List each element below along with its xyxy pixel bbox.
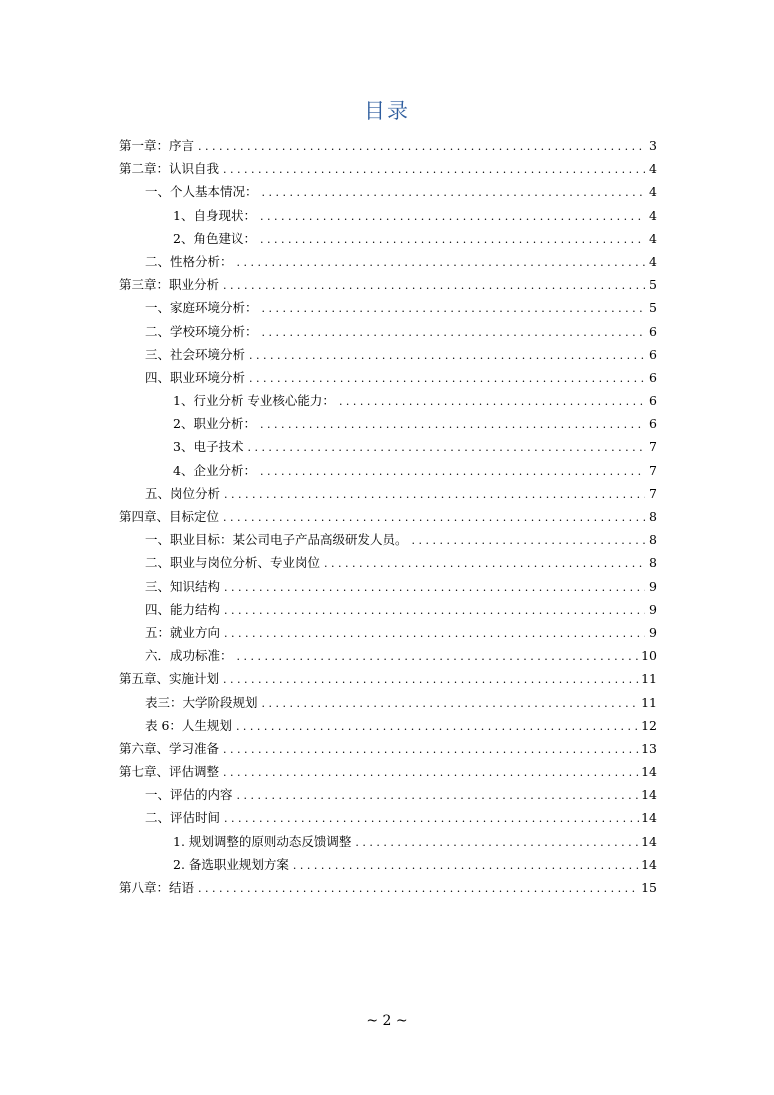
toc-entry-label: 表三：大学阶段规划 xyxy=(145,694,258,710)
toc-leader-dots xyxy=(293,854,639,877)
toc-entry-label: 二、性格分析： xyxy=(145,253,233,269)
toc-entry[interactable] xyxy=(119,575,657,598)
toc-entry-page: 6 xyxy=(649,369,657,385)
toc-entry[interactable] xyxy=(119,296,657,319)
toc-entry-page: 14 xyxy=(641,856,657,872)
toc-entry[interactable] xyxy=(119,366,657,389)
toc-leader-dots xyxy=(262,181,645,204)
toc-leader-dots xyxy=(223,668,639,691)
toc-entry-page: 12 xyxy=(641,717,657,733)
toc-entry-label: 4、企业分析： xyxy=(173,462,256,478)
toc-entry-page: 6 xyxy=(649,346,657,362)
toc-entry[interactable] xyxy=(119,320,657,343)
toc-leader-dots xyxy=(339,390,645,413)
toc-leader-dots xyxy=(249,367,645,390)
toc-entry-page: 14 xyxy=(641,810,657,826)
toc-entry-page: 10 xyxy=(641,648,657,664)
toc-leader-dots xyxy=(237,645,640,668)
toc-entry-page: 7 xyxy=(649,462,657,478)
toc-entry-label: 第三章：职业分析 xyxy=(119,277,220,293)
toc-entry-label: 第一章：序言 xyxy=(119,138,195,153)
toc-entry-label: 2、角色建议： xyxy=(173,230,256,246)
toc-leader-dots xyxy=(224,622,645,645)
toc-entry-page: 9 xyxy=(649,578,657,594)
toc-leader-dots xyxy=(223,761,639,784)
toc-entry-label: 四、能力结构 xyxy=(145,601,221,617)
toc-entry-page: 5 xyxy=(649,277,657,293)
toc-entry-page: 4 xyxy=(649,161,657,177)
toc-leader-dots xyxy=(260,205,645,228)
toc-list xyxy=(119,134,657,899)
toc-entry-label: 2. 备选职业规划方案 xyxy=(173,856,289,872)
toc-entry-page: 6 xyxy=(649,323,657,339)
toc-entry-label: 六．成功标准： xyxy=(145,648,233,664)
toc-entry[interactable] xyxy=(119,830,657,853)
toc-entry-label: 第八章：结语 xyxy=(119,880,195,895)
toc-entry[interactable] xyxy=(119,528,657,551)
toc-entry-label: 1. 规划调整的原则动态反馈调整 xyxy=(173,833,352,849)
toc-entry-label: 一、家庭环境分析： xyxy=(145,300,258,316)
toc-entry-label: 表 6：人生规划 xyxy=(145,717,232,733)
toc-entry[interactable] xyxy=(119,737,657,760)
toc-leader-dots xyxy=(262,297,645,320)
toc-entry[interactable] xyxy=(119,250,657,273)
toc-leader-dots xyxy=(223,158,645,181)
toc-entry[interactable] xyxy=(119,459,657,482)
toc-leader-dots xyxy=(224,807,639,830)
page-number: ~ 2 ~ xyxy=(366,1013,408,1029)
toc-leader-dots xyxy=(224,576,645,599)
toc-entry-label: 1、行业分析 专业核心能力： xyxy=(173,393,335,409)
toc-leader-dots xyxy=(262,692,640,715)
toc-leader-dots xyxy=(324,552,645,575)
toc-entry-page: 15 xyxy=(641,880,657,895)
toc-leader-dots xyxy=(247,436,645,459)
toc-entry-page: 14 xyxy=(641,787,657,803)
toc-entry-label: 2、职业分析： xyxy=(173,416,256,432)
toc-leader-dots xyxy=(223,274,645,297)
toc-entry[interactable] xyxy=(119,204,657,227)
toc-entry-label: 1、自身现状： xyxy=(173,207,256,223)
toc-leader-dots xyxy=(224,483,645,506)
toc-entry[interactable] xyxy=(119,783,657,806)
toc-entry-page: 4 xyxy=(649,207,657,223)
toc-entry-label: 3、电子技术 xyxy=(173,439,244,455)
toc-entry-page: 14 xyxy=(641,764,657,780)
toc-entry-label: 一、评估的内容 xyxy=(145,787,233,803)
toc-entry[interactable] xyxy=(119,343,657,366)
toc-leader-dots xyxy=(224,599,645,622)
toc-leader-dots xyxy=(198,877,639,900)
toc-entry-page: 11 xyxy=(641,694,657,710)
toc-entry-page: 7 xyxy=(649,439,657,455)
toc-entry[interactable] xyxy=(119,435,657,458)
toc-entry[interactable] xyxy=(119,598,657,621)
toc-entry[interactable] xyxy=(119,157,657,180)
toc-entry[interactable] xyxy=(119,714,657,737)
toc-entry-page: 9 xyxy=(649,601,657,617)
toc-entry-page: 9 xyxy=(649,624,657,640)
toc-leader-dots xyxy=(236,715,639,738)
toc-entry-label: 四、职业环境分析 xyxy=(145,369,246,385)
toc-entry[interactable] xyxy=(119,853,657,876)
toc-entry-page: 13 xyxy=(641,740,657,756)
toc-entry-page: 4 xyxy=(649,230,657,246)
toc-leader-dots xyxy=(260,460,645,483)
toc-entry-page: 4 xyxy=(649,184,657,200)
toc-entry-page: 4 xyxy=(649,253,657,269)
toc-entry[interactable] xyxy=(119,876,657,899)
toc-entry-page: 8 xyxy=(649,555,657,571)
toc-entry-page: 6 xyxy=(649,393,657,409)
toc-entry-page: 8 xyxy=(649,509,657,524)
toc-entry-label: 五：就业方向 xyxy=(145,624,221,640)
toc-entry[interactable] xyxy=(119,505,657,528)
toc-leader-dots xyxy=(249,344,645,367)
toc-entry[interactable] xyxy=(119,482,657,505)
toc-entry-label: 三、社会环境分析 xyxy=(145,346,246,362)
toc-entry-page: 3 xyxy=(649,138,657,153)
toc-entry-page: 5 xyxy=(649,300,657,316)
toc-leader-dots xyxy=(223,506,645,529)
toc-leader-dots xyxy=(237,251,645,274)
toc-entry-page: 6 xyxy=(649,416,657,432)
toc-entry-label: 第五章、实施计划 xyxy=(119,671,220,687)
toc-leader-dots xyxy=(223,738,639,761)
toc-entry[interactable] xyxy=(119,621,657,644)
toc-entry-label: 第二章：认识自我 xyxy=(119,161,220,177)
toc-entry-page: 7 xyxy=(649,485,657,501)
toc-entry[interactable] xyxy=(119,180,657,203)
toc-leader-dots xyxy=(355,831,639,854)
toc-entry-label: 第六章、学习准备 xyxy=(119,740,220,756)
toc-entry[interactable] xyxy=(119,691,657,714)
toc-entry[interactable] xyxy=(119,760,657,783)
toc-entry-page: 8 xyxy=(649,532,657,548)
toc-entry[interactable] xyxy=(119,227,657,250)
toc-entry-label: 二、职业与岗位分析、专业岗位 xyxy=(145,555,321,571)
toc-entry-label: 二、评估时间 xyxy=(145,810,221,826)
toc-entry[interactable] xyxy=(119,806,657,829)
toc-entry[interactable] xyxy=(119,273,657,296)
toc-leader-dots xyxy=(412,529,645,552)
toc-entry-page: 11 xyxy=(641,671,657,687)
toc-title: 目录 xyxy=(364,99,410,123)
toc-leader-dots xyxy=(237,784,640,807)
toc-leader-dots xyxy=(260,413,645,436)
toc-entry[interactable] xyxy=(119,551,657,574)
toc-leader-dots xyxy=(260,228,645,251)
toc-entry-label: 五、岗位分析 xyxy=(145,485,221,501)
toc-entry-label: 三、知识结构 xyxy=(145,578,221,594)
toc-entry[interactable] xyxy=(119,644,657,667)
toc-entry[interactable] xyxy=(119,134,657,157)
toc-entry-label: 一、职业目标：某公司电子产品高级研发人员。 xyxy=(145,532,408,548)
toc-entry-label: 第七章、评估调整 xyxy=(119,764,220,780)
toc-entry[interactable] xyxy=(119,667,657,690)
toc-entry[interactable] xyxy=(119,389,657,412)
toc-entry-label: 第四章、目标定位 xyxy=(119,509,220,524)
toc-entry-label: 二、学校环境分析： xyxy=(145,323,258,339)
toc-entry-page: 14 xyxy=(641,833,657,849)
toc-entry[interactable] xyxy=(119,412,657,435)
toc-leader-dots xyxy=(198,135,645,158)
toc-leader-dots xyxy=(262,321,645,344)
toc-entry-label: 一、个人基本情况： xyxy=(145,184,258,200)
